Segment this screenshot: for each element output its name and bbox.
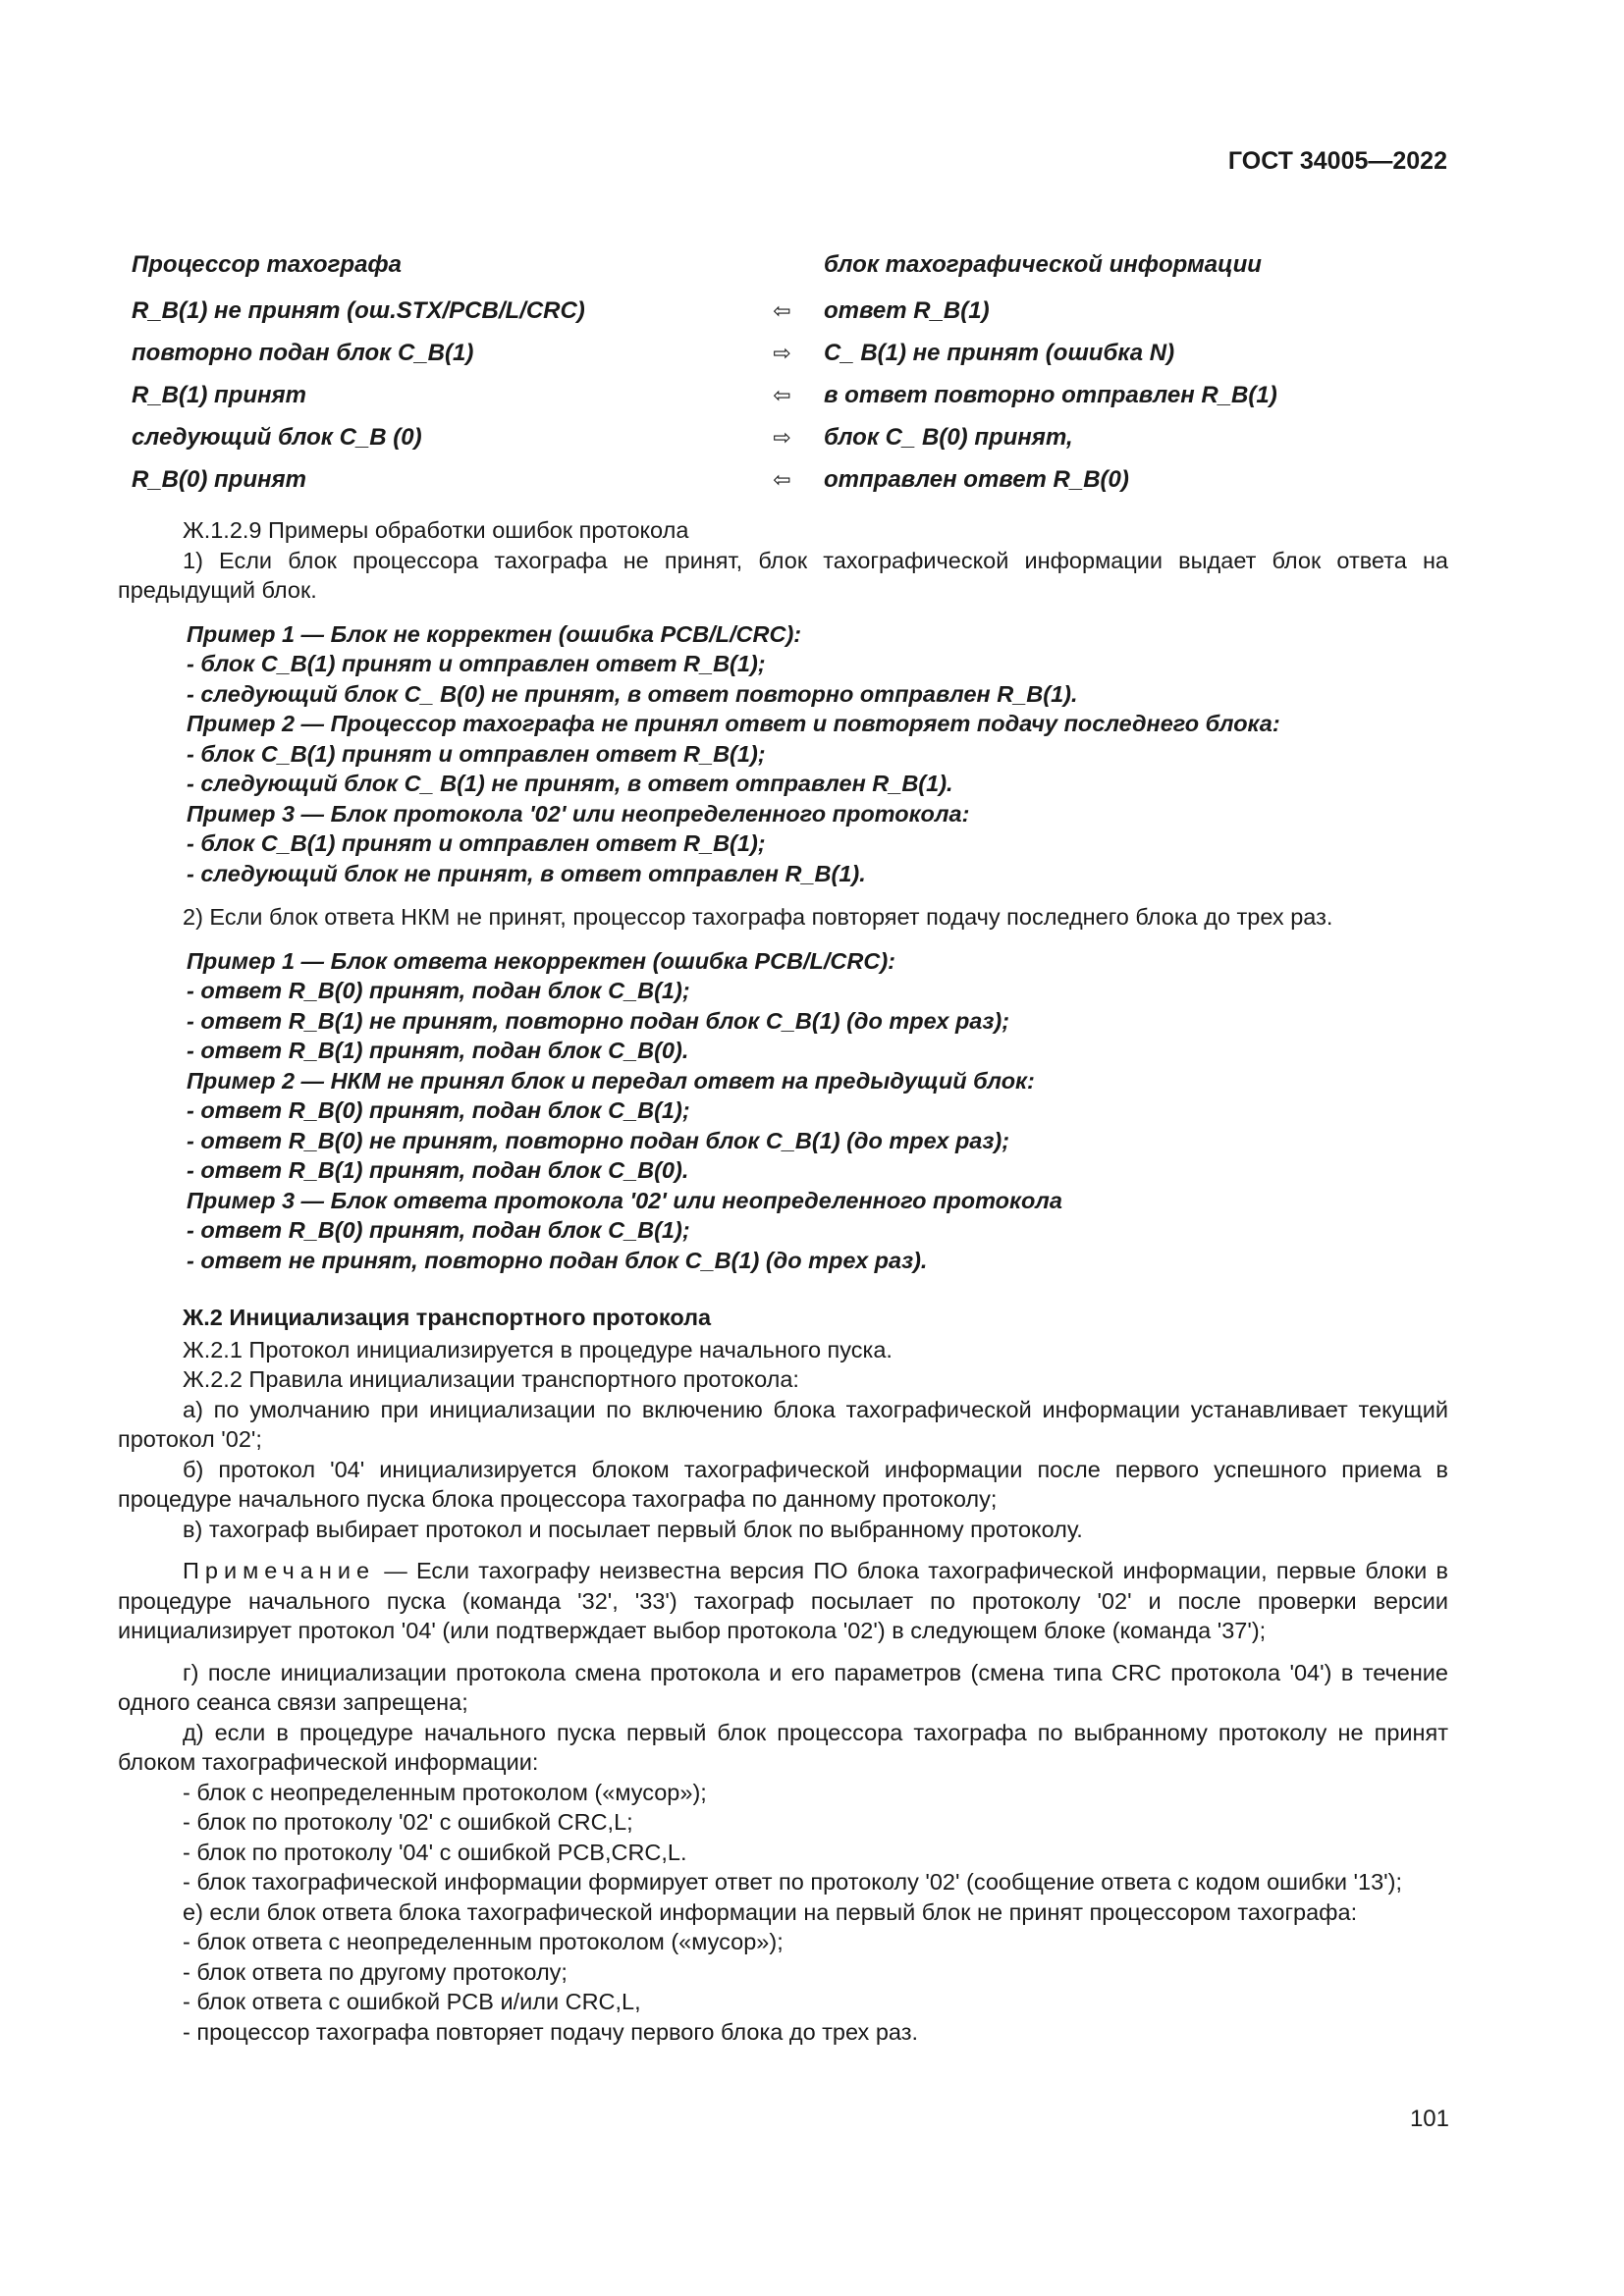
exchange-header — [132, 240, 1447, 290]
exchange-row: R_B(1) не принят (ош.STX/PCB/L/CRC) ⇦ ответ R_B(1) — [132, 296, 990, 324]
example-block: Пример 1 — Блок не корректен (ошибка PCB/L/CRC): - блок C_B(1) принят и отправлен ответ R_B(1); - следующий блок C_ B(0) не принят, в ответ повторно отправлен R_B(1). Пример 2 — Процессор тахографа не принял ответ и повторяет подачу последнего блока: - блок C_B(1) принят и отправлен ответ R_B(1); - следующий блок C_ B(1) не принят, в ответ отправлен R_B(1). Пример 3 — Блок протокола '02' или неопределенного протокола: - блок C_B(1) принят и отправлен ответ R_B(1); - следующий блок не принят, в ответ отправлен R_B(1). — [187, 620, 1280, 886]
paragraph: 1) Если блок процессора тахографа не принят, блок тахографической информации выдает блок ответа на предыдущий блок. — [118, 547, 1448, 603]
paragraph: 2) Если блок ответа НКМ не принят, процессор тахографа повторяет подачу последнего блока до трех раз. — [183, 904, 1333, 930]
paragraph: Ж.2.2 Правила инициализации транспортного протокола: — [183, 1366, 799, 1392]
exchange-row: R_B(0) принят ⇦ отправлен ответ R_B(0) — [132, 465, 1129, 493]
list-item: г) после инициализации протокола смена протокола и его параметров (смена типа CRC протокола '04') в течение одного сеанса связи запрещена; — [118, 1659, 1448, 1715]
arrow-right-icon: ⇨ — [773, 424, 791, 450]
list-item: е) если блок ответа блока тахографической информации на первый блок не принят процессором тахографа: — [183, 1898, 1358, 1925]
list-item: а) по умолчанию при инициализации по включению блока тахографической информации устанавливает текущий протокол '02'; — [118, 1396, 1448, 1452]
exchange-row: R_B(1) принят ⇦ в ответ повторно отправлен R_B(1) — [132, 381, 1277, 408]
sub-list-item: - блок ответа с неопределенным протоколом («мусор»); — [183, 1929, 784, 1954]
arrow-left-icon: ⇦ — [773, 466, 791, 492]
example-block: Пример 1 — Блок ответа некорректен (ошибка PCB/L/CRC): - ответ R_B(0) принят, подан блок C_B(1); - ответ R_B(1) не принят, повторно подан блок C_B(1) (до трех раз); - ответ R_B(1) принят, подан блок C_B(0). Пример 2 — НКМ не принял блок и передал ответ на предыдущий блок: - ответ R_B(0) принят, подан блок C_B(1); - ответ R_B(0) не принят, повторно подан блок C_B(1) (до трех раз); - ответ R_B(1) принят, подан блок C_B(0). Пример 3 — Блок ответа протокола '02' или неопределенного протокола - ответ R_B(0) принят, подан блок C_B(1); - ответ не принят, повторно подан блок C_B(1) (до трех раз). — [187, 947, 1062, 1273]
document-code: ГОСТ 34005—2022 — [1227, 147, 1447, 175]
exchange-row: следующий блок C_B (0) ⇨ блок C_ B(0) принят, — [132, 423, 1073, 451]
section-title: Ж.2 Инициализация транспортного протокола — [183, 1305, 712, 1330]
arrow-right-icon: ⇨ — [773, 340, 791, 365]
note-label: Примечание — [183, 1558, 376, 1583]
sub-list-item: - блок ответа с ошибкой PCB и/или CRC,L, — [183, 1989, 641, 2014]
document-body — [118, 515, 1448, 2047]
note — [118, 1556, 1448, 1646]
list-item: б) протокол '04' инициализируется блоком тахографической информации после первого успешного приема в процедуре начального пуска блока процессора тахографа по данному протоколу; — [118, 1456, 1448, 1512]
sub-list-item: - блок по протоколу '04' с ошибкой PCB,CRC,L. — [183, 1839, 687, 1865]
arrow-left-icon: ⇦ — [773, 382, 791, 407]
column-title-left: Процессор тахографа — [132, 251, 402, 278]
sub-list-item: - блок ответа по другому протоколу; — [183, 1958, 568, 1985]
paragraph: Ж.2.1 Протокол инициализируется в процедуре начального пуска. — [183, 1336, 893, 1362]
note-text: — Если тахографу неизвестна версия ПО блока тахографической информации, первые блоки в процедуре начального пуска (команда '32', '33') тахограф посылает по протоколу '02' и после проверки версии инициализирует протокол '04' (или подтверждает выбор протокола '02') в следующем блоке (команда '37'); — [118, 1558, 1448, 1643]
arrow-left-icon: ⇦ — [773, 297, 791, 323]
sub-list-item: - блок с неопределенным протоколом («мусор»); — [183, 1779, 707, 1805]
exchange-table — [132, 240, 1447, 501]
list-item: в) тахограф выбирает протокол и посылает первый блок по выбранному протоколу. — [183, 1516, 1083, 1542]
sub-list-item: - блок тахографической информации формирует ответ по протоколу '02' (сообщение ответа с кодом ошибки '13'); — [183, 1869, 1402, 1895]
sub-list-item: - блок по протоколу '02' с ошибкой CRC,L; — [183, 1809, 633, 1835]
page-number: 101 — [1409, 2106, 1449, 2132]
sub-list-item: - процессор тахографа повторяет подачу первого блока до трех раз. — [183, 2018, 919, 2045]
list-item: д) если в процедуре начального пуска первый блок процессора тахографа по выбранному протоколу не принят блоком тахографической информации: — [118, 1719, 1448, 1775]
exchange-row: повторно подан блок C_B(1) ⇨ C_ B(1) не принят (ошибка N) — [132, 339, 1175, 366]
section-heading: Ж.1.2.9 Примеры обработки ошибок протокола — [183, 517, 689, 543]
column-title-right: блок тахографической информации — [824, 251, 1262, 278]
